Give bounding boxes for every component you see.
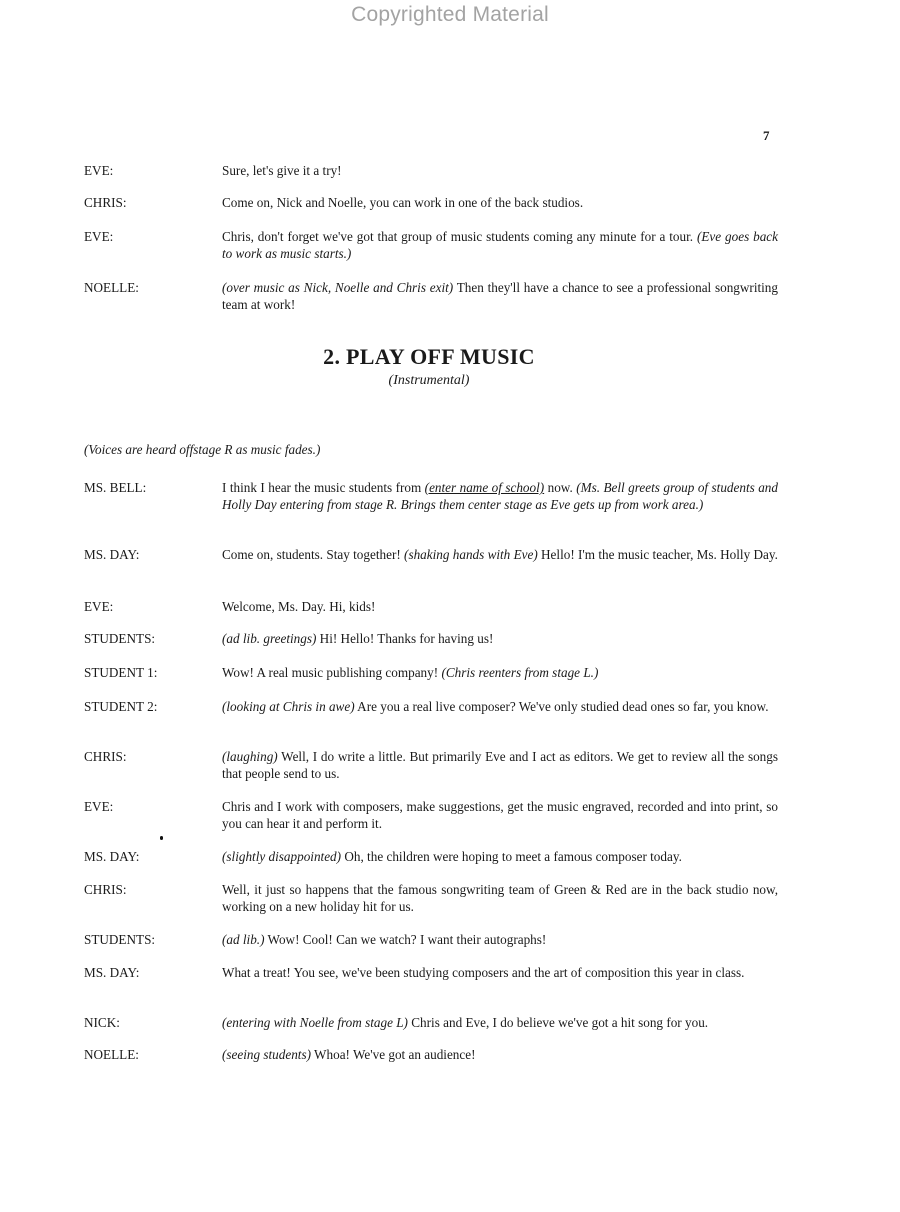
spoken-text: Sure, let's give it a try!: [222, 163, 342, 178]
speech-text: [222, 664, 778, 681]
spoken-text: Whoa! We've got an audience!: [311, 1047, 476, 1062]
song-title: 2. PLAY OFF MUSIC: [323, 344, 535, 369]
page-number: 7: [763, 128, 770, 143]
speech-text: [222, 479, 778, 513]
spoken-text: Chris and I work with composers, make suggestions, get the music engraved, recorded and into print, so you can hear it and perform it.: [222, 799, 778, 831]
speaker-name: CHRIS:: [84, 195, 127, 210]
speaker-name: STUDENT 2:: [84, 699, 158, 714]
speech-text: [222, 546, 778, 563]
spoken-text: Come on, Nick and Noelle, you can work in one of the back studios.: [222, 195, 584, 210]
speech-text: [222, 698, 778, 715]
speech-text: [222, 964, 778, 981]
speaker-name: MS. DAY:: [84, 965, 140, 980]
stage-direction-inline: (Eve goes back to work as music starts.): [222, 229, 778, 261]
spoken-text: What a treat! You see, we've been studying composers and the art of composition this year in class.: [222, 965, 745, 980]
speaker-name: EVE:: [84, 599, 114, 614]
speaker-name: NICK:: [84, 1015, 120, 1030]
speech-text: [222, 798, 778, 832]
stage-direction-inline: (looking at Chris in awe): [222, 699, 355, 714]
spoken-text: Come on, students. Stay together!: [222, 547, 405, 562]
speaker-name: STUDENTS:: [84, 932, 156, 947]
speech-text: [222, 848, 778, 865]
spoken-text: Oh, the children were hoping to meet a famous composer today.: [341, 849, 682, 864]
speaker-name: EVE:: [84, 229, 114, 244]
speech-text: [222, 881, 778, 915]
speech-text: [222, 931, 778, 948]
speaker-name: EVE:: [84, 163, 114, 178]
spoken-text: Chris and Eve, I do believe we've got a hit song for you.: [407, 1015, 709, 1030]
speech-text: [222, 279, 778, 313]
stage-direction-inline: (over music as Nick, Noelle and Chris exit): [222, 280, 454, 295]
speech-text: [222, 630, 778, 647]
speaker-name: MS. DAY:: [84, 547, 140, 562]
stage-direction-inline: (slightly disappointed): [222, 849, 342, 864]
copyright-watermark: Copyrighted Material: [351, 3, 549, 26]
speech-text: [222, 598, 778, 615]
speaker-name: STUDENT 1:: [84, 665, 158, 680]
spoken-text: Are you a real live composer? We've only studied dead ones so far, you know.: [354, 699, 769, 714]
speaker-name: CHRIS:: [84, 749, 127, 764]
spoken-text: now.: [544, 480, 577, 495]
stage-direction-inline: (ad lib. greetings): [222, 631, 317, 646]
spoken-text: Hi! Hello! Thanks for having us!: [316, 631, 494, 646]
speech-text: [222, 228, 778, 262]
speaker-name: NOELLE:: [84, 280, 139, 295]
speaker-name: CHRIS:: [84, 882, 127, 897]
speech-text: [222, 1046, 778, 1063]
spoken-text: Wow! A real music publishing company!: [222, 665, 442, 680]
spoken-text: Chris, don't forget we've got that group of music students coming any minute for a tour.: [222, 229, 697, 244]
placeholder-school-name: (enter name of school): [424, 480, 545, 495]
spoken-text: Well, it just so happens that the famous songwriting team of Green & Red are in the back studio now, working on a new holiday hit for us.: [222, 882, 778, 914]
stage-direction-inline: (Ms. Bell greets group of students and Holly Day entering from stage R. Brings them center stage as Eve gets up from work area.): [222, 480, 778, 512]
speech-text: [222, 748, 778, 782]
spoken-text: Hello! I'm the music teacher, Ms. Holly Day.: [537, 547, 778, 562]
spoken-text: Wow! Cool! Can we watch? I want their autographs!: [264, 932, 547, 947]
speaker-name: STUDENTS:: [84, 631, 156, 646]
stage-direction-inline: (entering with Noelle from stage L): [222, 1015, 408, 1030]
stage-direction-inline: (seeing students): [222, 1047, 311, 1062]
speaker-name: NOELLE:: [84, 1047, 139, 1062]
speaker-name: EVE:: [84, 799, 114, 814]
spoken-text: Well, I do write a little. But primarily Eve and I act as editors. We get to review all the songs that people send to us.: [222, 749, 778, 781]
spoken-text: Then they'll have a chance to see a professional songwriting team at work!: [222, 280, 778, 312]
speech-text: [222, 194, 778, 211]
stage-direction: (Voices are heard offstage R as music fades.): [84, 442, 321, 457]
stage-direction-inline: (Chris reenters from stage L.): [441, 665, 599, 680]
speaker-name: MS. DAY:: [84, 849, 140, 864]
stage-direction-inline: (shaking hands with Eve): [404, 547, 538, 562]
speech-text: [222, 1014, 778, 1031]
spoken-text: I think I hear the music students from: [222, 480, 425, 495]
speech-text: [222, 162, 778, 179]
spoken-text: Welcome, Ms. Day. Hi, kids!: [222, 599, 376, 614]
stage-direction-inline: (laughing): [222, 749, 278, 764]
speaker-name: MS. BELL:: [84, 480, 147, 495]
song-subtitle: (Instrumental): [388, 373, 470, 388]
ink-speck: [160, 836, 163, 840]
stage-direction-inline: (ad lib.): [222, 932, 265, 947]
